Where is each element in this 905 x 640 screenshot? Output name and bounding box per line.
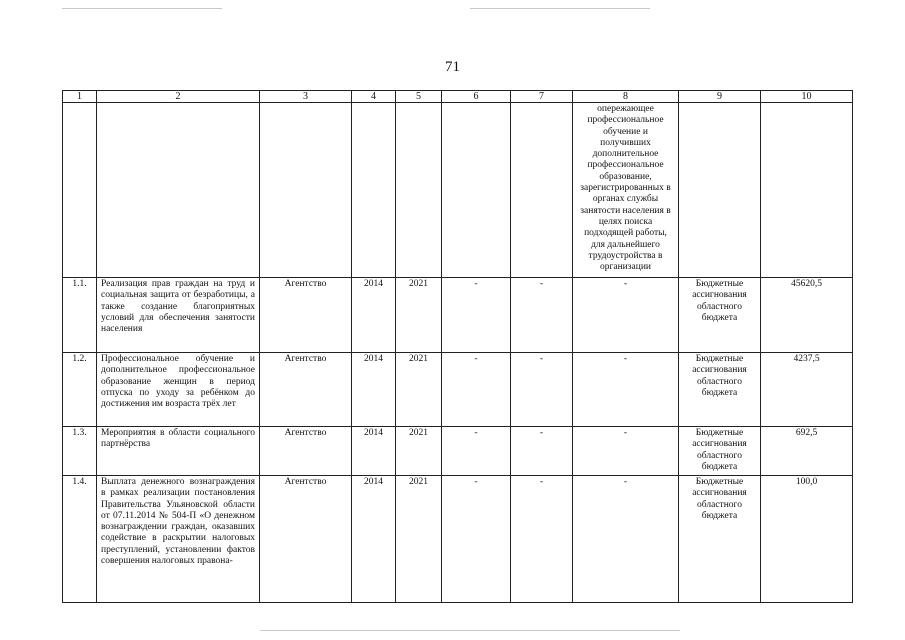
row-number-cell: 1.3. bbox=[63, 427, 97, 476]
header-cell: 6 bbox=[442, 91, 511, 103]
amount-cell: 45620,5 bbox=[761, 278, 853, 353]
funding-source-cell bbox=[679, 103, 761, 278]
executor-cell: Агентство bbox=[260, 278, 352, 353]
funding-source-cell: Бюджетные ассигнования областного бюджета bbox=[679, 427, 761, 476]
start-year-cell: 2014 bbox=[352, 427, 396, 476]
end-year-cell: 2021 bbox=[396, 427, 442, 476]
header-cell: 10 bbox=[761, 91, 853, 103]
column-7-cell: - bbox=[511, 353, 573, 427]
column-6-cell: - bbox=[442, 476, 511, 603]
indicator-cell: - bbox=[573, 427, 679, 476]
column-6-cell bbox=[442, 103, 511, 278]
executor-cell bbox=[260, 103, 352, 278]
header-cell: 2 bbox=[97, 91, 260, 103]
column-6-cell: - bbox=[442, 353, 511, 427]
table-row-1-4 bbox=[63, 476, 853, 603]
indicator-cell: - bbox=[573, 278, 679, 353]
header-cell: 3 bbox=[260, 91, 352, 103]
end-year-cell: 2021 bbox=[396, 476, 442, 603]
column-7-cell bbox=[511, 103, 573, 278]
column-7-cell: - bbox=[511, 427, 573, 476]
column-6-cell: - bbox=[442, 427, 511, 476]
header-cell: 7 bbox=[511, 91, 573, 103]
end-year-cell bbox=[396, 103, 442, 278]
start-year-cell: 2014 bbox=[352, 476, 396, 603]
start-year-cell: 2014 bbox=[352, 353, 396, 427]
measure-description-cell: Реализация прав граждан на труд и социальная защита от безработицы, а также создание благоприятных условий для обеспечения занятости населения bbox=[97, 278, 260, 353]
program-measures-table bbox=[62, 90, 853, 603]
funding-source-cell: Бюджетные ассигнования областного бюджета bbox=[679, 353, 761, 427]
header-cell: 9 bbox=[679, 91, 761, 103]
column-number-header-row bbox=[63, 91, 853, 103]
indicator-cell: - bbox=[573, 353, 679, 427]
table-row-1-2 bbox=[63, 353, 853, 427]
start-year-cell: 2014 bbox=[352, 278, 396, 353]
funding-source-cell: Бюджетные ассигнования областного бюджета bbox=[679, 278, 761, 353]
measure-description-cell: Профессиональное обучение и дополнительное профессиональное образование женщин в период отпуска по уходу за ребёнком до достижения им возраста трёх лет bbox=[97, 353, 260, 427]
table-row-1-3 bbox=[63, 427, 853, 476]
amount-cell: 100,0 bbox=[761, 476, 853, 603]
column-7-cell: - bbox=[511, 476, 573, 603]
header-cell: 5 bbox=[396, 91, 442, 103]
header-cell: 1 bbox=[63, 91, 97, 103]
table-row-continuation bbox=[63, 103, 853, 278]
end-year-cell: 2021 bbox=[396, 353, 442, 427]
amount-cell: 4237,5 bbox=[761, 353, 853, 427]
end-year-cell: 2021 bbox=[396, 278, 442, 353]
indicator-cell: опережающее профессиональное обучение и получивших дополнительное профессиональное образование, зарегистрированных в органах службы занятости населения в целях поиска подходящей работы, для дальнейшего трудоустройства в организации bbox=[573, 103, 679, 278]
executor-cell: Агентство bbox=[260, 353, 352, 427]
funding-source-cell: Бюджетные ассигнования областного бюджета bbox=[679, 476, 761, 603]
executor-cell: Агентство bbox=[260, 427, 352, 476]
start-year-cell bbox=[352, 103, 396, 278]
page-number: 71 bbox=[445, 59, 460, 75]
amount-cell bbox=[761, 103, 853, 278]
amount-cell: 692,5 bbox=[761, 427, 853, 476]
header-cell: 8 bbox=[573, 91, 679, 103]
row-number-cell: 1.2. bbox=[63, 353, 97, 427]
row-number-cell: 1.1. bbox=[63, 278, 97, 353]
table-row-1-1 bbox=[63, 278, 853, 353]
header-cell: 4 bbox=[352, 91, 396, 103]
scan-artifact-top-right bbox=[470, 8, 650, 9]
scan-artifact-bottom bbox=[260, 630, 680, 631]
column-6-cell: - bbox=[442, 278, 511, 353]
measure-description-cell bbox=[97, 103, 260, 278]
row-number-cell bbox=[63, 103, 97, 278]
scan-artifact-top-left bbox=[62, 8, 222, 9]
column-7-cell: - bbox=[511, 278, 573, 353]
indicator-cell: - bbox=[573, 476, 679, 603]
measure-description-cell: Выплата денежного вознаграждения в рамках реализации постановления Правительства Ульяновской области от 07.11.2014 № 504-П «О денежном вознаграждении граждан, оказавших содействие в раскрытии налоговых преступлений, установлении фактов совершения налоговых правона- bbox=[97, 476, 260, 603]
executor-cell: Агентство bbox=[260, 476, 352, 603]
row-number-cell: 1.4. bbox=[63, 476, 97, 603]
measure-description-cell: Мероприятия в области социального партнёрства bbox=[97, 427, 260, 476]
